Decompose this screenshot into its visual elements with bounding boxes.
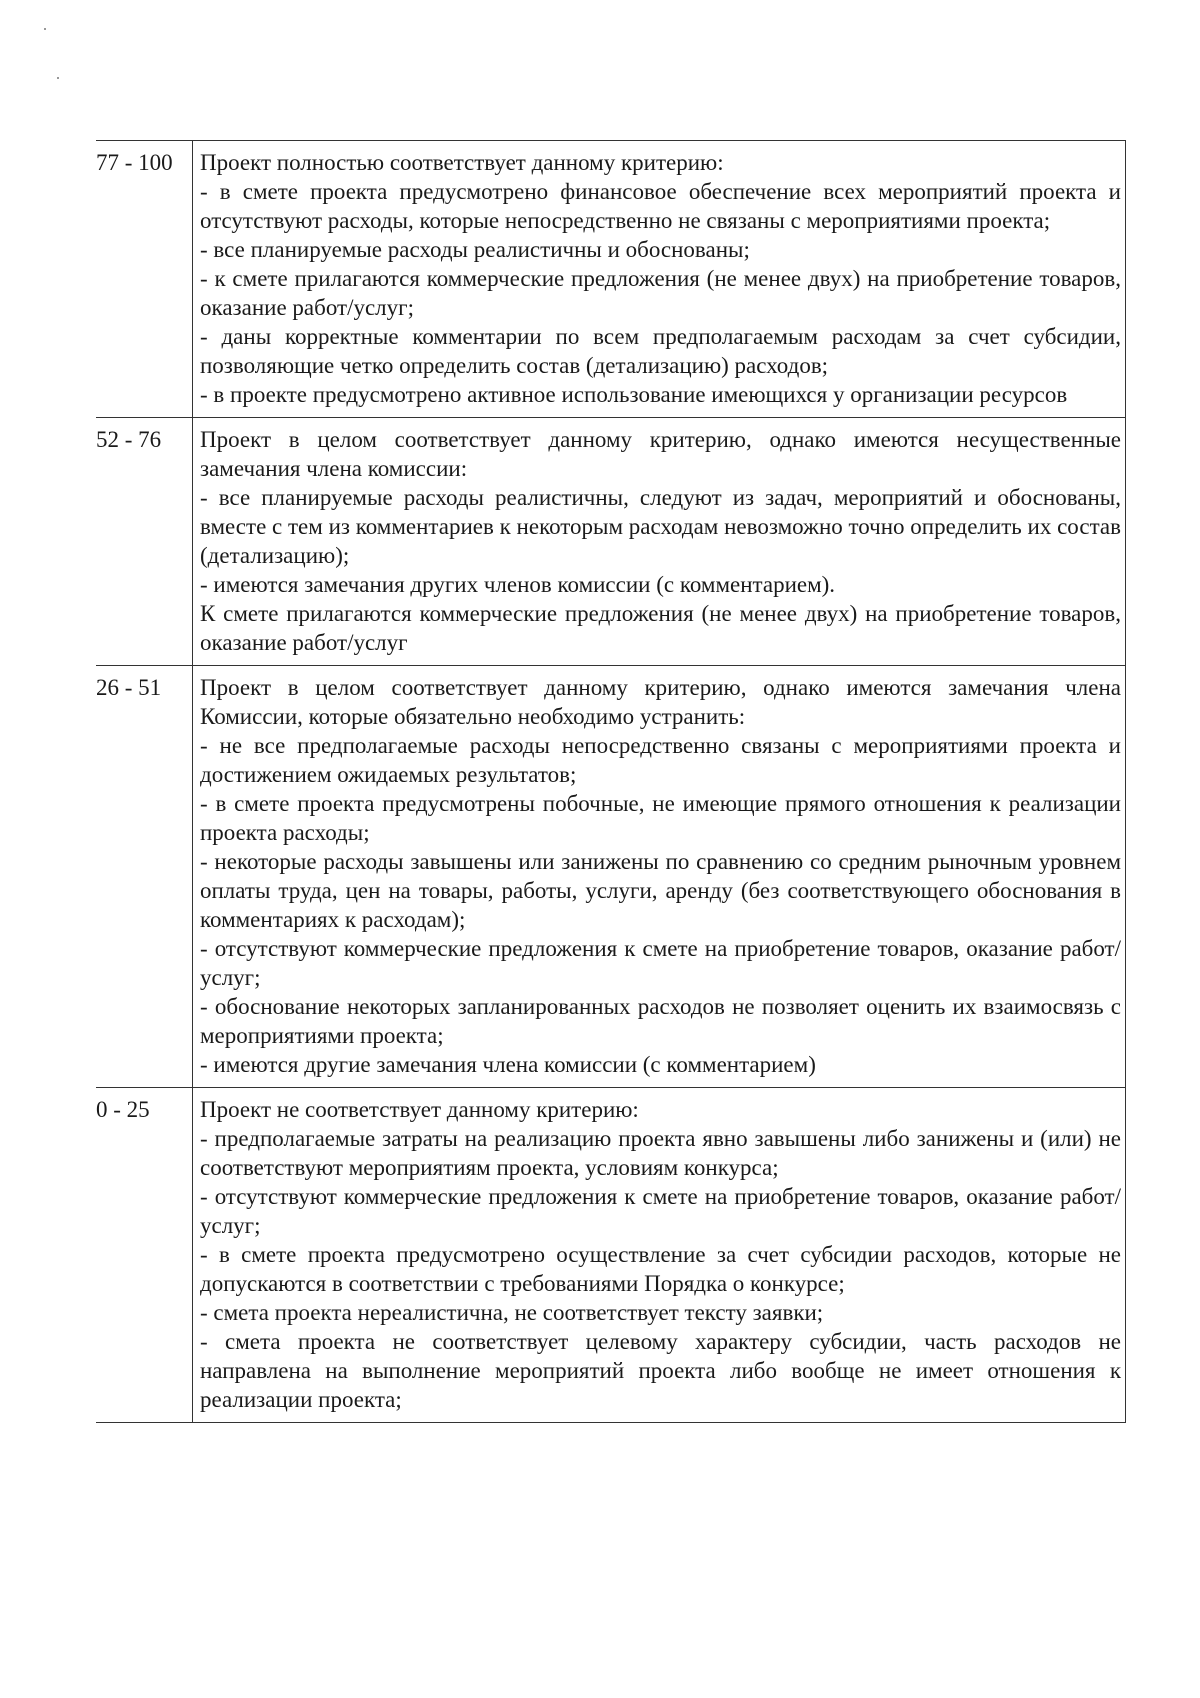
description-line: - в смете проекта предусмотрены побочные, не имеющие прямого отношения к реализации проекта расходы; — [200, 791, 1121, 845]
description-line: - имеются замечания других членов комиссии (с комментарием). — [200, 572, 836, 597]
criterion-description — [193, 141, 1126, 418]
table-row — [96, 141, 1126, 418]
table-row — [96, 418, 1126, 666]
score-range: 26 - 51 — [96, 666, 193, 1088]
description-line: - в смете проекта предусмотрено финансовое обеспечение всех мероприятий проекта и отсутствуют расходы, которые непосредственно не связаны с мероприятиями проекта; — [200, 179, 1121, 233]
score-range: 52 - 76 — [96, 418, 193, 666]
description-line: Проект в целом соответствует данному критерию, однако имеются замечания члена Комиссии, которые обязательно необходимо устранить: — [200, 675, 1121, 729]
description-line: К смете прилагаются коммерческие предложения (не менее двух) на приобретение товаров, оказание работ/услуг — [200, 601, 1121, 655]
description-line: - некоторые расходы завышены или занижены по сравнению со средним рыночным уровнем оплаты труда, цен на товары, работы, услуги, аренду (без соответствующего обоснования в комментариях к расходам); — [200, 849, 1121, 932]
description-line: - отсутствуют коммерческие предложения к смете на приобретение товаров, оказание работ/услуг; — [200, 1184, 1121, 1238]
description-line: - в смете проекта предусмотрено осуществление за счет субсидии расходов, которые не допускаются в соответствии с требованиями Порядка о конкурсе; — [200, 1242, 1121, 1296]
description-line: - не все предполагаемые расходы непосредственно связаны с мероприятиями проекта и достижением ожидаемых результатов; — [200, 733, 1121, 787]
description-line: - имеются другие замечания члена комиссии (с комментарием) — [200, 1052, 816, 1077]
description-line: Проект в целом соответствует данному критерию, однако имеются несущественные замечания члена комиссии: — [200, 427, 1121, 481]
description-line: - все планируемые расходы реалистичны, следуют из задач, мероприятий и обоснованы, вместе с тем из комментариев к некоторым расходам невозможно точно определить их состав (детализацию); — [200, 485, 1121, 568]
description-line: - все планируемые расходы реалистичны и обоснованы; — [200, 237, 750, 262]
description-line: - к смете прилагаются коммерческие предложения (не менее двух) на приобретение товаров, оказание работ/услуг; — [200, 266, 1121, 320]
scan-speck — [44, 28, 46, 30]
score-range: 0 - 25 — [96, 1088, 193, 1423]
criterion-description — [193, 418, 1126, 666]
description-line: - смета проекта нереалистична, не соответствует тексту заявки; — [200, 1300, 824, 1325]
description-line: - обоснование некоторых запланированных расходов не позволяет оценить их взаимосвязь с мероприятиями проекта; — [200, 994, 1121, 1048]
description-line: - в проекте предусмотрено активное использование имеющихся у организации ресурсов — [200, 382, 1068, 407]
criterion-description — [193, 666, 1126, 1088]
description-line: - смета проекта не соответствует целевому характеру субсидии, часть расходов не направлена на выполнение мероприятий проекта либо вообще не имеет отношения к реализации проекта; — [200, 1329, 1121, 1412]
description-line: - отсутствуют коммерческие предложения к смете на приобретение товаров, оказание работ/услуг; — [200, 936, 1121, 990]
description-line: Проект полностью соответствует данному критерию: — [200, 150, 724, 175]
description-line: - даны корректные комментарии по всем предполагаемым расходам за счет субсидии, позволяющие четко определить состав (детализацию) расходов; — [200, 324, 1121, 378]
scan-speck — [57, 77, 59, 79]
score-range: 77 - 100 — [96, 141, 193, 418]
table-row — [96, 666, 1126, 1088]
criterion-description — [193, 1088, 1126, 1423]
description-line: - предполагаемые затраты на реализацию проекта явно завышены либо занижены и (или) не соответствуют мероприятиям проекта, условиям конкурса; — [200, 1126, 1121, 1180]
description-line: Проект не соответствует данному критерию: — [200, 1097, 639, 1122]
table-row — [96, 1088, 1126, 1423]
criteria-table — [96, 140, 1126, 1423]
